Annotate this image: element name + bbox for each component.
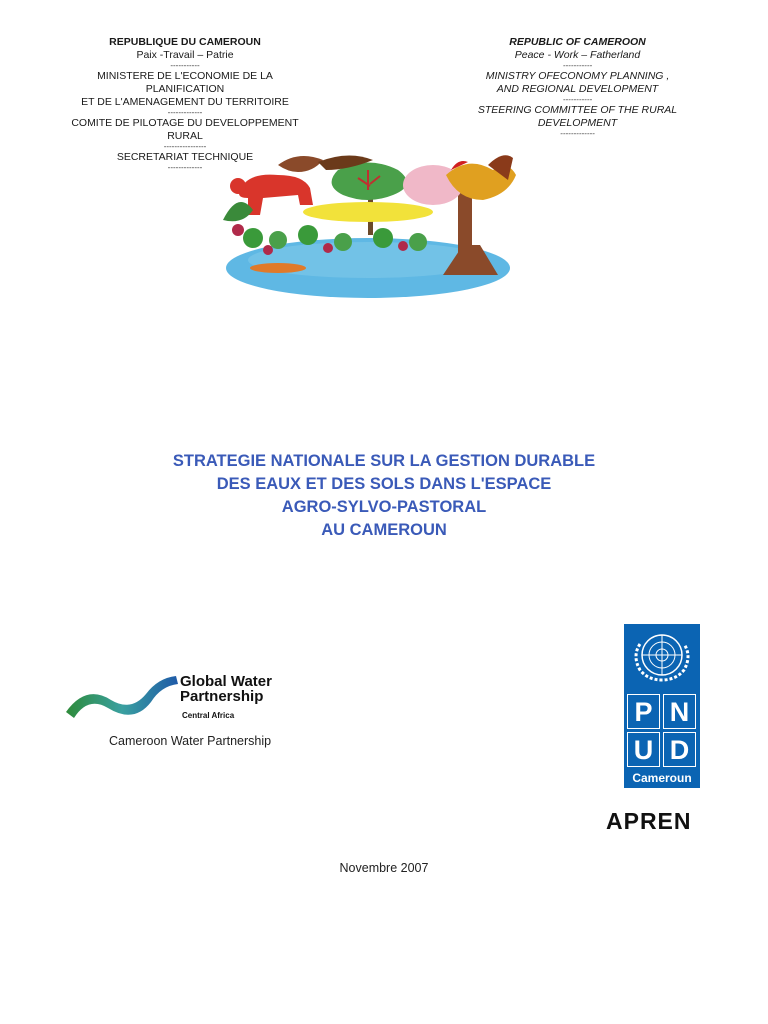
global-water-partnership-logo <box>66 668 306 753</box>
header-left-committee: COMITE DE PILOTAGE DU DEVELOPPEMENT RURAL <box>71 117 299 142</box>
header-right <box>445 36 710 138</box>
header-right-separator: ----------- <box>562 95 593 104</box>
publication-date: Novembre 2007 <box>339 861 429 875</box>
header-right-committee: STEERING COMMITTEE OF THE RURAL DEVELOPMENT <box>477 104 678 129</box>
header-right-separator: ----------- <box>562 61 593 70</box>
pnud-country: Cameroun <box>632 771 692 785</box>
gwp-name-line1: Global Water <box>180 673 272 690</box>
title-line: AU CAMEROUN <box>321 521 447 539</box>
pnud-letter-d: D <box>663 732 696 767</box>
header-left-ministry-line1: MINISTERE DE L'ECONOMIE DE LA PLANIFICATION <box>97 70 273 95</box>
header-left-secretariat: SECRETARIAT TECHNIQUE <box>116 151 254 163</box>
header-left-separator: ------------- <box>167 108 203 117</box>
title-line: DES EAUX ET DES SOLS DANS L'ESPACE <box>216 475 552 493</box>
header-right-country: REPUBLIC OF CAMEROON <box>509 36 646 48</box>
header-right-separator: ------------- <box>560 129 595 138</box>
title-line: STRATEGIE NATIONALE SUR LA GESTION DURABLE <box>172 452 596 470</box>
header-right-ministry-line1: MINISTRY OFECONOMY PLANNING , <box>485 70 670 82</box>
header-right-ministry-line2: AND REGIONAL DEVELOPMENT <box>496 83 659 95</box>
pnud-letter-u: U <box>627 732 660 767</box>
gwp-region: Central Africa <box>182 711 235 720</box>
pnud-logo <box>624 624 700 788</box>
pnud-letter-p: P <box>627 694 660 729</box>
gwp-wave-icon <box>66 672 186 722</box>
pnud-letter-n: N <box>663 694 696 729</box>
gwp-name <box>180 674 272 704</box>
header-left-separator: ---------------- <box>163 142 207 151</box>
gwp-name-line2: Partnership <box>180 688 264 705</box>
header-left-separator: ------------- <box>167 163 203 172</box>
header-left-country: REPUBLIQUE DU CAMEROUN <box>109 36 261 48</box>
header-left-motto: Paix -Travail – Patrie <box>136 49 234 61</box>
document-title <box>120 450 648 542</box>
title-line: AGRO-SYLVO-PASTORAL <box>281 498 487 516</box>
header-left-ministry-line2: ET DE L'AMENAGEMENT DU TERRITOIRE <box>81 96 289 108</box>
header-right-motto: Peace - Work – Fatherland <box>514 49 641 61</box>
un-emblem-icon <box>626 626 698 684</box>
pnud-letter-grid <box>627 694 697 768</box>
agro-sylvo-pastoral-illustration <box>218 150 524 300</box>
apren-logo: APREN <box>606 808 692 834</box>
gwp-partner-name: Cameroon Water Partnership <box>109 734 272 748</box>
header-left-separator: ----------- <box>170 61 200 70</box>
